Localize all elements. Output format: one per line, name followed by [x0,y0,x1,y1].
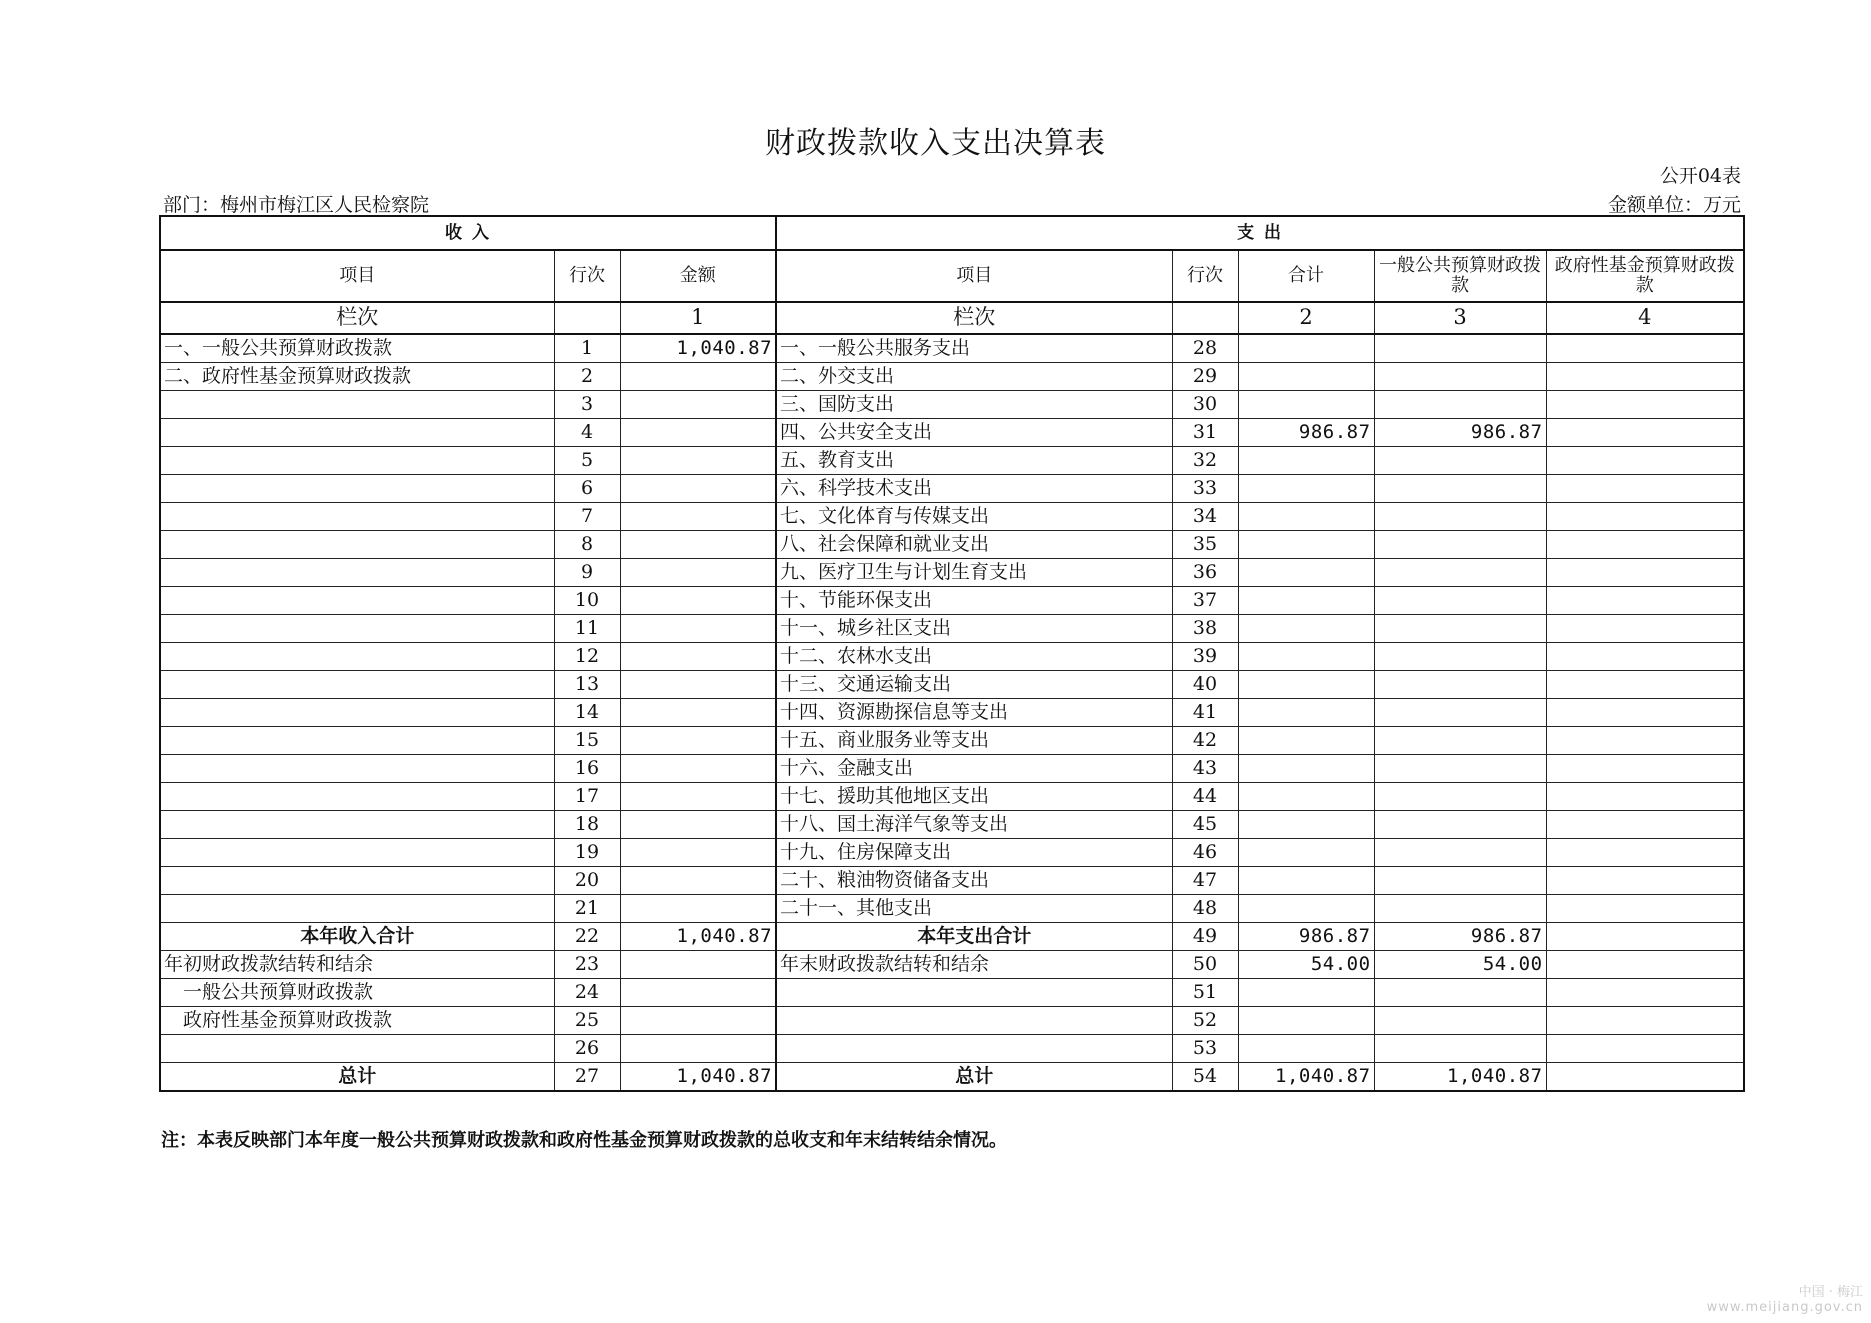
expense-general-budget [1374,839,1546,867]
income-amount [620,503,776,531]
carry-row [160,979,1744,1007]
income-item [160,1035,554,1063]
expense-row-number: 36 [1172,559,1238,587]
expense-item: 十三、交通运输支出 [776,671,1172,699]
expense-fund-budget [1546,1063,1744,1092]
table-row [160,895,1744,923]
lanci-expense-label: 栏次 [776,302,1172,334]
income-item [160,811,554,839]
expense-fund-budget [1546,755,1744,783]
site-watermark [1707,1281,1863,1315]
expense-total [1238,587,1374,615]
expense-item [776,979,1172,1007]
col-header-expense-total: 合计 [1238,250,1374,302]
expense-item [776,1035,1172,1063]
expense-fund-budget [1546,475,1744,503]
expense-general-budget: 986.87 [1374,923,1546,951]
expense-total [1238,699,1374,727]
income-item: 政府性基金预算财政拨款 [160,1007,554,1035]
watermark-line1: 中国 · 梅江 [1798,1285,1863,1300]
expense-general-budget [1374,334,1546,363]
expense-general-budget [1374,363,1546,391]
income-section-header: 收 入 [160,216,776,250]
table-note: 注：本表反映部门本年度一般公共预算财政拨款和政府性基金预算财政拨款的总收支和年末结转结余情况。 [161,1130,1007,1151]
expense-total [1238,363,1374,391]
income-row-number: 21 [554,895,620,923]
expense-fund-budget [1546,615,1744,643]
page-title: 财政拨款收入支出决算表 [765,126,1106,161]
table-row [160,727,1744,755]
income-amount [620,755,776,783]
income-amount [620,727,776,755]
expense-general-budget: 54.00 [1374,951,1546,979]
income-item: 年初财政拨款结转和结余 [160,951,554,979]
table-row [160,671,1744,699]
income-amount [620,559,776,587]
col-header-income-row: 行次 [554,250,620,302]
expense-item: 十五、商业服务业等支出 [776,727,1172,755]
table-row [160,755,1744,783]
expense-general-budget [1374,391,1546,419]
income-amount [620,699,776,727]
col-header-expense-row: 行次 [1172,250,1238,302]
income-amount [620,643,776,671]
expense-fund-budget [1546,783,1744,811]
expense-general-budget [1374,587,1546,615]
col-header-expense-item: 项目 [776,250,1172,302]
income-item [160,727,554,755]
expense-item: 二十一、其他支出 [776,895,1172,923]
lanci-expense-total: 2 [1238,302,1374,334]
expense-general-budget [1374,811,1546,839]
expense-fund-budget [1546,447,1744,475]
expense-total [1238,391,1374,419]
income-item: 二、政府性基金预算财政拨款 [160,363,554,391]
table-row [160,811,1744,839]
income-item [160,699,554,727]
table-row [160,699,1744,727]
income-amount [620,447,776,475]
expense-fund-budget [1546,1007,1744,1035]
expense-total: 54.00 [1238,951,1374,979]
table-row [160,839,1744,867]
income-row-number: 18 [554,811,620,839]
income-row-number: 27 [554,1063,620,1092]
income-row-number: 15 [554,727,620,755]
income-item: 一般公共预算财政拨款 [160,979,554,1007]
table-row [160,334,1744,363]
table-row [160,419,1744,447]
expense-fund-budget [1546,895,1744,923]
expense-row-number: 37 [1172,587,1238,615]
income-row-number: 14 [554,699,620,727]
expense-general-budget [1374,671,1546,699]
income-amount [620,1035,776,1063]
expense-fund-budget [1546,587,1744,615]
income-row-number: 12 [554,643,620,671]
expense-item: 十二、农林水支出 [776,643,1172,671]
expense-row-number: 42 [1172,727,1238,755]
income-row-number: 19 [554,839,620,867]
expense-item: 九、医疗卫生与计划生育支出 [776,559,1172,587]
expense-item: 十一、城乡社区支出 [776,615,1172,643]
expense-fund-budget [1546,839,1744,867]
expense-total [1238,671,1374,699]
expense-fund-budget [1546,643,1744,671]
expense-total [1238,643,1374,671]
expense-row-number: 28 [1172,334,1238,363]
col-header-income-item: 项目 [160,250,554,302]
expense-row-number: 52 [1172,1007,1238,1035]
expense-general-budget [1374,1035,1546,1063]
watermark-url: www.meijiang.gov.cn [1706,1300,1863,1315]
income-row-number: 3 [554,391,620,419]
expense-row-number: 41 [1172,699,1238,727]
expense-general-budget [1374,979,1546,1007]
lanci-expense-general: 3 [1374,302,1546,334]
expense-item: 十四、资源勘探信息等支出 [776,699,1172,727]
expense-fund-budget [1546,811,1744,839]
income-item [160,475,554,503]
expense-general-budget [1374,475,1546,503]
carry-row [160,1007,1744,1035]
grand-total-row [160,1063,1744,1092]
expense-row-number: 31 [1172,419,1238,447]
table-row [160,391,1744,419]
expense-row-number: 38 [1172,615,1238,643]
expense-row-number: 54 [1172,1063,1238,1092]
income-item [160,419,554,447]
income-item [160,643,554,671]
income-row-number: 4 [554,419,620,447]
income-row-number: 9 [554,559,620,587]
expense-fund-budget [1546,1035,1744,1063]
income-row-number: 20 [554,867,620,895]
table-row [160,867,1744,895]
income-amount [620,391,776,419]
income-amount [620,419,776,447]
form-code: 公开04表 [1659,165,1741,187]
expense-total [1238,727,1374,755]
income-row-number: 5 [554,447,620,475]
expense-total [1238,839,1374,867]
income-amount [620,531,776,559]
expense-row-number: 51 [1172,979,1238,1007]
expense-total [1238,867,1374,895]
income-amount [620,363,776,391]
expense-total: 986.87 [1238,923,1374,951]
expense-general-budget: 986.87 [1374,419,1546,447]
income-amount [620,587,776,615]
expense-fund-budget [1546,727,1744,755]
expense-row-number: 29 [1172,363,1238,391]
expense-item: 年末财政拨款结转和结余 [776,951,1172,979]
carry-row [160,951,1744,979]
income-item: 总计 [160,1063,554,1092]
income-item: 本年收入合计 [160,923,554,951]
income-item [160,895,554,923]
expense-item: 八、社会保障和就业支出 [776,531,1172,559]
expense-fund-budget [1546,979,1744,1007]
income-item [160,531,554,559]
expense-item: 十六、金融支出 [776,755,1172,783]
expense-total [1238,615,1374,643]
col-header-expense-fund: 政府性基金预算财政拨款 [1546,250,1744,302]
expense-item: 三、国防支出 [776,391,1172,419]
expense-general-budget: 1,040.87 [1374,1063,1546,1092]
income-row-number: 2 [554,363,620,391]
lanci-income-label: 栏次 [160,302,554,334]
expense-section-header: 支 出 [776,216,1744,250]
expense-fund-budget [1546,951,1744,979]
expense-total [1238,475,1374,503]
table-row [160,783,1744,811]
expense-row-number: 30 [1172,391,1238,419]
expense-row-number: 32 [1172,447,1238,475]
lanci-income-row [554,302,620,334]
income-row-number: 7 [554,503,620,531]
income-row-number: 10 [554,587,620,615]
income-row-number: 11 [554,615,620,643]
expense-row-number: 39 [1172,643,1238,671]
expense-item [776,1007,1172,1035]
table-row [160,531,1744,559]
expense-row-number: 50 [1172,951,1238,979]
income-item [160,447,554,475]
lanci-expense-row [1172,302,1238,334]
income-item [160,503,554,531]
expense-row-number: 46 [1172,839,1238,867]
income-item [160,839,554,867]
table-row [160,447,1744,475]
table-row [160,503,1744,531]
expense-general-budget [1374,895,1546,923]
table-row [160,475,1744,503]
expense-item: 十九、住房保障支出 [776,839,1172,867]
table-row [160,363,1744,391]
expense-item: 本年支出合计 [776,923,1172,951]
income-amount [620,615,776,643]
lanci-expense-fund: 4 [1546,302,1744,334]
lanci-row [160,302,1744,334]
income-row-number: 13 [554,671,620,699]
income-amount [620,671,776,699]
expense-total: 1,040.87 [1238,1063,1374,1092]
income-row-number: 26 [554,1035,620,1063]
expense-total [1238,559,1374,587]
expense-item: 十八、国土海洋气象等支出 [776,811,1172,839]
expense-general-budget [1374,699,1546,727]
section-header-row [160,216,1744,250]
expense-general-budget [1374,531,1546,559]
income-row-number: 6 [554,475,620,503]
income-item [160,755,554,783]
expense-general-budget [1374,559,1546,587]
expense-total [1238,895,1374,923]
expense-total [1238,755,1374,783]
expense-row-number: 40 [1172,671,1238,699]
col-header-expense-general: 一般公共预算财政拨款 [1374,250,1546,302]
expense-general-budget [1374,503,1546,531]
expense-row-number: 43 [1172,755,1238,783]
income-amount [620,783,776,811]
expense-fund-budget [1546,671,1744,699]
expense-fund-budget [1546,559,1744,587]
income-amount: 1,040.87 [620,1063,776,1092]
income-amount [620,475,776,503]
expense-row-number: 35 [1172,531,1238,559]
expense-total [1238,503,1374,531]
expense-item: 十七、援助其他地区支出 [776,783,1172,811]
income-row-number: 8 [554,531,620,559]
income-amount [620,951,776,979]
expense-general-budget [1374,755,1546,783]
expense-fund-budget [1546,363,1744,391]
expense-general-budget [1374,783,1546,811]
expense-fund-budget [1546,531,1744,559]
income-item [160,559,554,587]
amount-unit-label: 金额单位：万元 [1607,194,1741,216]
table-row [160,559,1744,587]
table-row [160,615,1744,643]
income-row-number: 25 [554,1007,620,1035]
income-item [160,615,554,643]
column-header-row [160,250,1744,302]
income-row-number: 23 [554,951,620,979]
carry-row [160,1035,1744,1063]
income-item [160,867,554,895]
expense-fund-budget [1546,923,1744,951]
expense-item: 七、文化体育与传媒支出 [776,503,1172,531]
income-item [160,391,554,419]
expense-total [1238,979,1374,1007]
expense-total [1238,1007,1374,1035]
expense-total: 986.87 [1238,419,1374,447]
income-amount [620,839,776,867]
expense-general-budget [1374,615,1546,643]
expense-general-budget [1374,1007,1546,1035]
department-label: 部门：梅州市梅江区人民检察院 [163,194,430,216]
income-item [160,783,554,811]
expense-item: 五、教育支出 [776,447,1172,475]
fiscal-report-table [159,215,1745,1092]
expense-item: 二十、粮油物资储备支出 [776,867,1172,895]
expense-general-budget [1374,867,1546,895]
expense-fund-budget [1546,334,1744,363]
expense-general-budget [1374,447,1546,475]
expense-total [1238,334,1374,363]
expense-row-number: 45 [1172,811,1238,839]
income-item [160,671,554,699]
expense-fund-budget [1546,699,1744,727]
expense-row-number: 47 [1172,867,1238,895]
expense-item: 十、节能环保支出 [776,587,1172,615]
income-row-number: 1 [554,334,620,363]
expense-total [1238,811,1374,839]
income-item: 一、一般公共预算财政拨款 [160,334,554,363]
income-amount [620,895,776,923]
col-header-income-amount: 金额 [620,250,776,302]
income-row-number: 16 [554,755,620,783]
year-total-row [160,923,1744,951]
expense-row-number: 48 [1172,895,1238,923]
expense-general-budget [1374,643,1546,671]
lanci-income-amount: 1 [620,302,776,334]
income-row-number: 17 [554,783,620,811]
expense-fund-budget [1546,867,1744,895]
expense-total [1238,447,1374,475]
expense-total [1238,1035,1374,1063]
expense-row-number: 49 [1172,923,1238,951]
income-amount [620,979,776,1007]
table-row [160,643,1744,671]
table-row [160,587,1744,615]
expense-item: 一、一般公共服务支出 [776,334,1172,363]
expense-item: 六、科学技术支出 [776,475,1172,503]
expense-fund-budget [1546,391,1744,419]
expense-item: 总计 [776,1063,1172,1092]
expense-row-number: 44 [1172,783,1238,811]
income-row-number: 22 [554,923,620,951]
income-amount [620,867,776,895]
expense-row-number: 34 [1172,503,1238,531]
expense-total [1238,783,1374,811]
income-amount: 1,040.87 [620,923,776,951]
income-amount [620,1007,776,1035]
expense-general-budget [1374,727,1546,755]
expense-fund-budget [1546,503,1744,531]
income-amount: 1,040.87 [620,334,776,363]
expense-item: 四、公共安全支出 [776,419,1172,447]
income-item [160,587,554,615]
expense-fund-budget [1546,419,1744,447]
income-amount [620,811,776,839]
income-row-number: 24 [554,979,620,1007]
expense-row-number: 33 [1172,475,1238,503]
expense-row-number: 53 [1172,1035,1238,1063]
expense-total [1238,531,1374,559]
expense-item: 二、外交支出 [776,363,1172,391]
